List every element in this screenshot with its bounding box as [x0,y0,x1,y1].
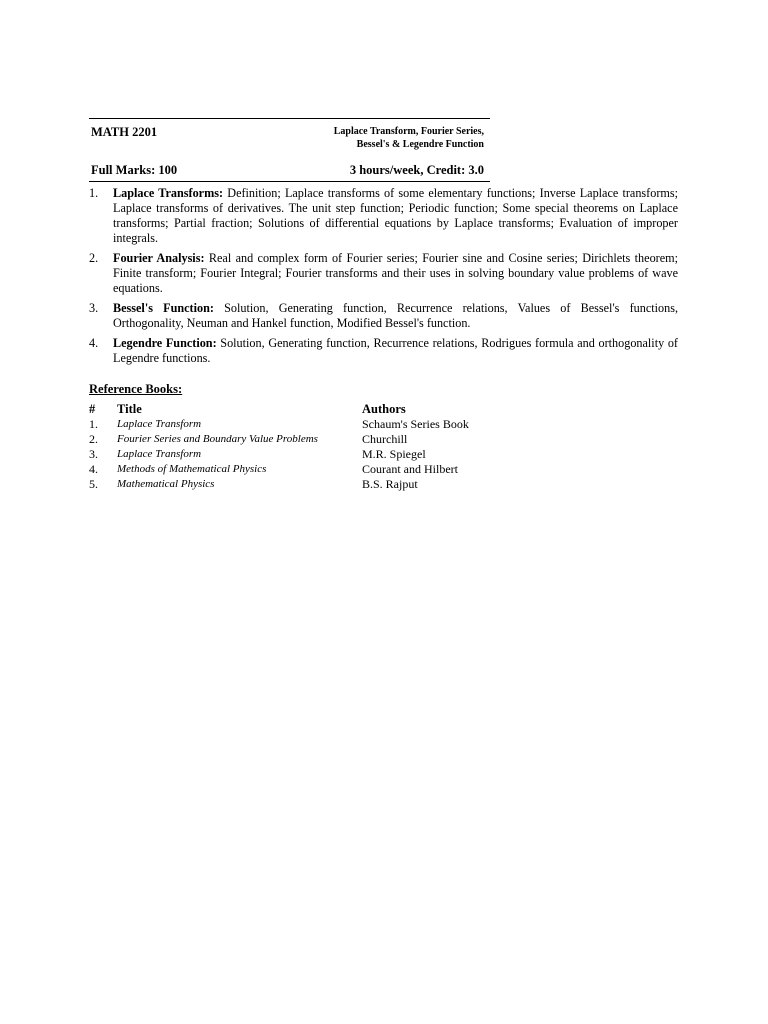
row-number: 1. [89,417,98,431]
topic-text: Solution, Generating function, Recurrence relations, Values of Bessel's functions, Orthogonality, Neuman and Hankel function, Modified Bessel's function. [113,301,678,330]
topic-heading: Laplace Transforms: [113,186,224,200]
table-row [89,462,469,477]
topic-heading: Legendre Function: [113,336,217,350]
table-row [89,432,469,447]
topic-heading: Fourier Analysis: [113,251,205,265]
topic-item [89,336,678,366]
book-title: Laplace Transform [117,418,202,430]
table-header-row [89,402,469,417]
row-number: 2. [89,432,98,446]
table-row [89,447,469,462]
topic-number: 4. [89,336,99,350]
column-header-number: # [89,402,96,416]
table-row [89,417,469,432]
reference-books-table [89,402,469,492]
course-title-line1: Laplace Transform, Fourier Series, [333,126,484,137]
column-header-title: Title [117,402,142,416]
book-author: B.S. Rajput [362,477,418,491]
book-title: Mathematical Physics [117,478,215,490]
topic-text: Real and complex form of Fourier series; Fourier sine and Cosine series; Dirichlets theorem; Finite transform; Fourier Integral; Fourier transforms and their uses in solving boundary value problems of wave equations. [113,251,678,295]
book-title: Laplace Transform [117,448,202,460]
topic-text: Solution, Generating function, Recurrence relations, Rodrigues formula and orthogonality of Legendre functions. [113,336,678,365]
topic-list [89,186,678,371]
topic-item [89,301,678,331]
topic-item [89,186,678,246]
hours-credit: 3 hours/week, Credit: 3.0 [349,163,484,177]
course-title-line2: Bessel's & Legendre Function [356,139,484,150]
topic-number: 2. [89,251,99,265]
row-number: 4. [89,462,98,476]
row-number: 5. [89,477,98,491]
book-title: Fourier Series and Boundary Value Problems [117,433,318,445]
course-code: MATH 2201 [91,125,158,139]
course-header [89,118,490,182]
row-number: 3. [89,447,98,461]
full-marks: Full Marks: 100 [91,163,178,177]
reference-books-heading: Reference Books: [89,382,183,396]
column-header-authors: Authors [362,402,406,416]
book-author: Courant and Hilbert [362,462,458,476]
topic-number: 1. [89,186,99,200]
table-row [89,477,469,492]
topic-heading: Bessel's Function: [113,301,214,315]
topic-number: 3. [89,301,99,315]
book-author: Churchill [362,432,408,446]
topic-item [89,251,678,296]
book-author: M.R. Spiegel [362,447,426,461]
book-author: Schaum's Series Book [362,417,469,431]
book-title: Methods of Mathematical Physics [117,463,267,475]
course-title [334,125,484,151]
topic-text: Definition; Laplace transforms of some elementary functions; Inverse Laplace transforms; Laplace transforms of derivatives. The unit step function; Periodic function; Some special theorems on Laplace transforms; Partial fraction; Solutions of differential equations by Laplace transforms; Evaluation of improper integrals. [113,186,678,245]
